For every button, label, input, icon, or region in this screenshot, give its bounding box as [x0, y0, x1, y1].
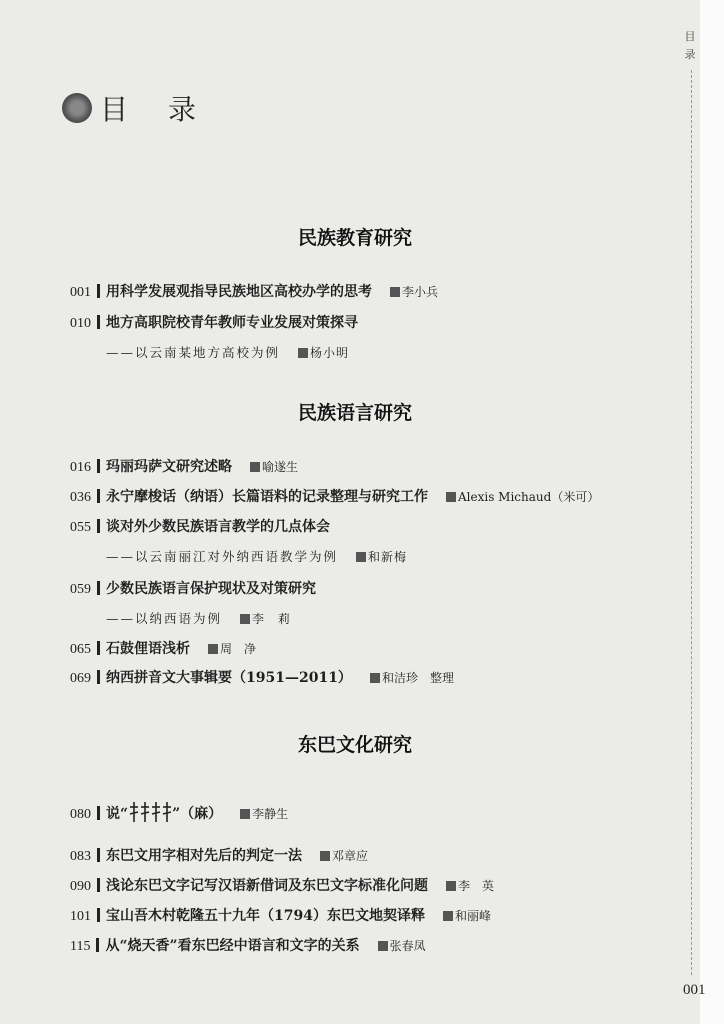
entry-title: 从“烧天香”看东巴经中语言和文字的关系: [105, 938, 360, 954]
entry-author: Alexis Michaud（米可）: [446, 490, 599, 504]
entry-author: 和丽峰: [443, 909, 491, 923]
entry-title: 地方高职院校青年教师专业发展对策探寻: [106, 315, 358, 331]
entry-author: 和洁珍 整理: [370, 671, 454, 685]
entry-author: 李 莉: [240, 612, 291, 626]
toc-entry[interactable]: 080 说“ ”（麻） 李静生: [70, 800, 288, 825]
entry-title: 东巴文用字相对先后的判定一法: [106, 848, 302, 864]
entry-title: 永宁摩梭话（纳语）长篇语料的记录整理与研究工作: [106, 489, 428, 505]
entry-title: 石鼓俚语浅析: [106, 641, 190, 657]
toc-entry[interactable]: 059 少数民族语言保护现状及对策研究: [70, 581, 316, 597]
toc-entry[interactable]: 036 永宁摩梭话（纳语）长篇语料的记录整理与研究工作 Alexis Michaud（米可）: [70, 489, 600, 505]
toc-entry[interactable]: 010 地方高职院校青年教师专业发展对策探寻: [70, 315, 358, 331]
toc-entry[interactable]: 090 浅论东巴文字记写汉语新借词及东巴文字标准化问题 李 英: [70, 878, 495, 894]
toc-entry[interactable]: 055 谈对外少数民族语言教学的几点体会: [70, 519, 330, 535]
entry-author: 张春凤: [378, 939, 426, 953]
entry-author: 周 净: [208, 642, 256, 656]
toc-entry[interactable]: 069 纳西拼音文大事辑要（1951—2011） 和洁珍 整理: [70, 670, 454, 686]
title-char-2: 录: [168, 93, 199, 126]
page-number: 001: [683, 982, 706, 998]
entry-subtitle-line: ——以纳西语为例 李 莉: [106, 611, 292, 626]
section-heading: 民族教育研究: [297, 227, 412, 249]
entry-title: 浅论东巴文字记写汉语新借词及东巴文字标准化问题: [106, 878, 428, 894]
entry-title: 少数民族语言保护现状及对策研究: [106, 581, 316, 597]
entry-author: 李小兵: [390, 285, 438, 299]
entry-author: 杨小明: [298, 346, 349, 360]
emblem-icon: [62, 93, 92, 123]
entry-title: 宝山吾木村乾隆五十九年（1794）东巴文地契译释: [106, 908, 425, 924]
entry-author: 和新梅: [356, 550, 407, 564]
toc-entry[interactable]: 101 宝山吾木村乾隆五十九年（1794）东巴文地契译释 和丽峰: [70, 908, 491, 924]
entry-author: 邓章应: [320, 849, 368, 863]
section-heading: 东巴文化研究: [297, 734, 412, 756]
section-heading: 民族语言研究: [297, 402, 412, 424]
entry-author: 李 英: [446, 879, 494, 893]
toc-entry[interactable]: 065 石鼓俚语浅析 周 净: [70, 641, 257, 657]
page-margin-strip: [700, 0, 724, 1024]
toc-entry[interactable]: 115 从“烧天香”看东巴经中语言和文字的关系 张春凤: [70, 938, 426, 954]
entry-title: 谈对外少数民族语言教学的几点体会: [106, 519, 330, 535]
entry-title: 用科学发展观指导民族地区高校办学的思考: [106, 284, 372, 300]
entry-author: 李静生: [240, 807, 288, 821]
entry-subtitle-line: ——以云南某地方高校为例 杨小明: [106, 345, 350, 360]
margin-dashed-line: [691, 70, 692, 975]
toc-entry[interactable]: 016 玛丽玛萨文研究述略 喻遂生: [70, 459, 299, 475]
entry-title: 纳西拼音文大事辑要（1951—2011）: [106, 670, 352, 686]
title-char-1: 目: [100, 93, 131, 126]
toc-entry[interactable]: 083 东巴文用字相对先后的判定一法 邓章应: [70, 848, 369, 864]
toc-entry[interactable]: 001 用科学发展观指导民族地区高校办学的思考 李小兵: [70, 284, 439, 300]
dongba-glyph-icon: [128, 800, 172, 824]
entry-author: 喻遂生: [250, 460, 298, 474]
page-title: [62, 88, 198, 128]
entry-subtitle-line: ——以云南丽江对外纳西语教学为例 和新梅: [106, 549, 408, 564]
entry-title: 玛丽玛萨文研究述略: [106, 459, 232, 475]
running-header: 目录: [684, 30, 696, 61]
